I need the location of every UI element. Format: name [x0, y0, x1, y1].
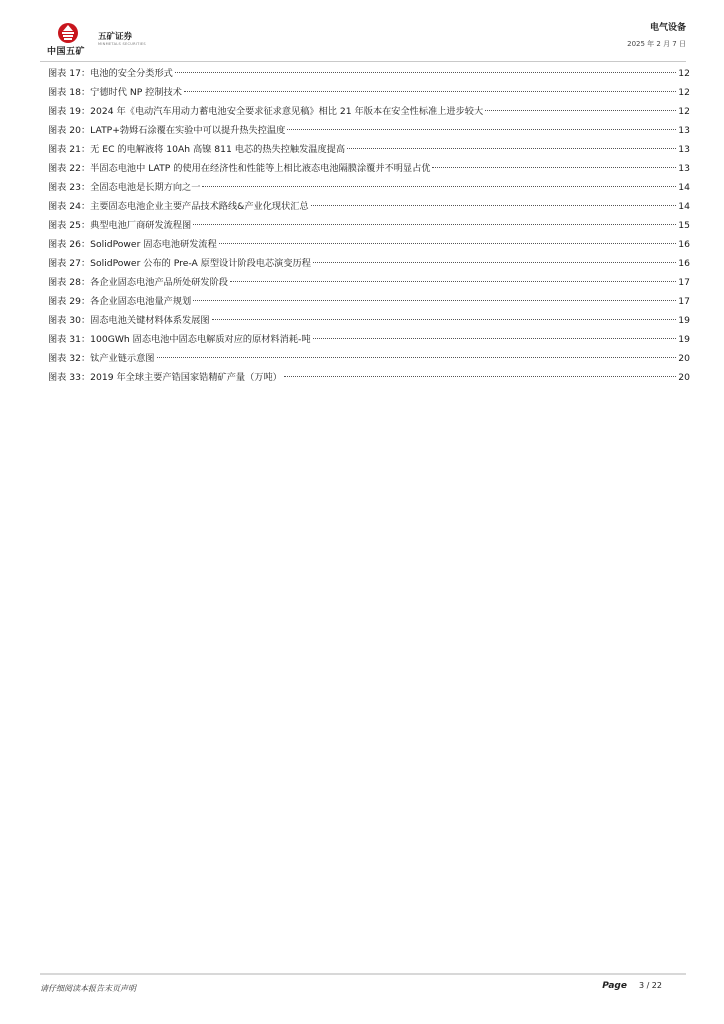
toc-entry-page: 13	[678, 144, 690, 155]
toc-entry-title: 图表 17：电池的安全分类形式	[48, 68, 173, 79]
toc-entry-title: 图表 28：各企业固态电池产品所处研发阶段	[48, 277, 228, 288]
header-meta	[627, 20, 686, 49]
toc-dot-leader	[193, 224, 676, 225]
toc-entry-page: 19	[678, 334, 690, 345]
toc-entry-page: 17	[678, 277, 690, 288]
toc-entry[interactable]	[48, 311, 690, 330]
toc-entry[interactable]	[48, 64, 690, 83]
toc-entry-page: 13	[678, 163, 690, 174]
toc-entry[interactable]	[48, 292, 690, 311]
toc-dot-leader	[313, 338, 677, 339]
toc-entry-title: 图表 21：无 EC 的电解液将 10Ah 高镍 811 电芯的热失控触发温度提高	[48, 144, 346, 155]
toc-entry[interactable]	[48, 121, 690, 140]
report-category: 电气设备	[649, 23, 686, 33]
toc-entry-title: 图表 24：主要固态电池企业主要产品技术路线&产业化现状汇总	[48, 201, 309, 212]
toc-dot-leader	[313, 262, 676, 263]
toc-entry-title: 图表 20：LATP+勃姆石涂覆在实验中可以提升热失控温度	[48, 125, 286, 136]
toc-entry[interactable]	[48, 216, 690, 235]
footer-page-indicator	[602, 981, 662, 991]
toc-entry-page: 14	[678, 201, 690, 212]
toc-entry-page: 19	[678, 315, 690, 326]
toc-entry-title: 图表 23：全固态电池是长期方向之一	[48, 182, 201, 193]
toc-entry-title: 图表 29：各企业固态电池量产规划	[48, 296, 192, 307]
toc-entry-page: 12	[678, 106, 690, 117]
logo-text: 中国五矿	[47, 47, 86, 57]
report-date: 2025 年 2 月 7 日	[627, 40, 686, 48]
toc-entry[interactable]	[48, 102, 690, 121]
toc-entry[interactable]	[48, 235, 690, 254]
toc-entry-title: 图表 30：固态电池关键材料体系发展图	[48, 315, 210, 326]
toc-entry-page: 12	[678, 87, 690, 98]
page-number: 3 / 22	[638, 981, 662, 990]
toc-dot-leader	[287, 129, 676, 130]
toc-entry-title: 图表 18：宁德时代 NP 控制技术	[48, 87, 182, 98]
toc-entry-page: 13	[678, 125, 690, 136]
toc-dot-leader	[284, 376, 676, 377]
toc-entry-title: 图表 31：100GWh 固态电池中固态电解质对应的原材料消耗-吨	[48, 334, 311, 345]
toc-dot-leader	[202, 186, 676, 187]
toc-dot-leader	[432, 167, 676, 168]
toc-entry-title: 图表 26：SolidPower 固态电池研发流程	[48, 239, 217, 250]
toc-entry-title: 图表 33：2019 年全球主要产锆国家锆精矿产量（万吨）	[48, 372, 282, 383]
brand-name-en: MINMETALS SECURITIES	[98, 42, 146, 46]
toc-entry[interactable]	[48, 83, 690, 102]
footer-divider	[40, 973, 686, 975]
toc-dot-leader	[175, 72, 676, 73]
toc-dot-leader	[230, 281, 676, 282]
company-logo	[47, 22, 147, 56]
header-divider	[40, 61, 686, 62]
toc-entry[interactable]	[48, 140, 690, 159]
toc-entry-title: 图表 22：半固态电池中 LATP 的使用在经济性和性能等上相比液态电池隔膜涂覆并不明显占优	[48, 163, 431, 174]
page-label: Page	[602, 981, 627, 991]
toc-dot-leader	[157, 357, 677, 358]
toc-dot-leader	[184, 91, 676, 92]
minmetals-logo-icon	[57, 22, 79, 44]
toc-entry-title: 图表 27：SolidPower 公布的 Pre-A 原型设计阶段电芯演变历程	[48, 258, 311, 269]
toc-entry[interactable]	[48, 178, 690, 197]
toc-entry-title: 图表 19：2024 年《电动汽车用动力蓄电池安全要求征求意见稿》相比 21 年版本在安全性标准上进步较大	[48, 106, 484, 117]
toc-entry-title: 图表 32：钛产业链示意图	[48, 353, 155, 364]
toc-entry-page: 20	[678, 353, 690, 364]
toc-entry-page: 17	[678, 296, 690, 307]
toc-entry[interactable]	[48, 254, 690, 273]
toc-entry[interactable]	[48, 197, 690, 216]
toc-entry[interactable]	[48, 273, 690, 292]
toc-dot-leader	[485, 110, 676, 111]
footer-disclaimer: 请仔细阅读本报告末页声明	[40, 984, 136, 993]
toc-entry-page: 15	[678, 220, 690, 231]
toc-entry-title: 图表 25：典型电池厂商研发流程图	[48, 220, 192, 231]
toc-dot-leader	[347, 148, 676, 149]
toc-dot-leader	[193, 300, 676, 301]
toc-entry[interactable]	[48, 368, 690, 387]
toc-dot-leader	[311, 205, 677, 206]
toc-entry[interactable]	[48, 159, 690, 178]
toc-entry-page: 16	[678, 239, 690, 250]
toc-entry-page: 14	[678, 182, 690, 193]
toc-entry[interactable]	[48, 349, 690, 368]
toc-entry-page: 20	[678, 372, 690, 383]
brand-name: 五矿证券	[98, 32, 133, 42]
page-header	[0, 0, 724, 64]
toc-entry-page: 16	[678, 258, 690, 269]
toc-dot-leader	[212, 319, 677, 320]
figure-index-list	[48, 64, 690, 387]
toc-entry-page: 12	[678, 68, 690, 79]
toc-entry[interactable]	[48, 330, 690, 349]
toc-dot-leader	[219, 243, 677, 244]
